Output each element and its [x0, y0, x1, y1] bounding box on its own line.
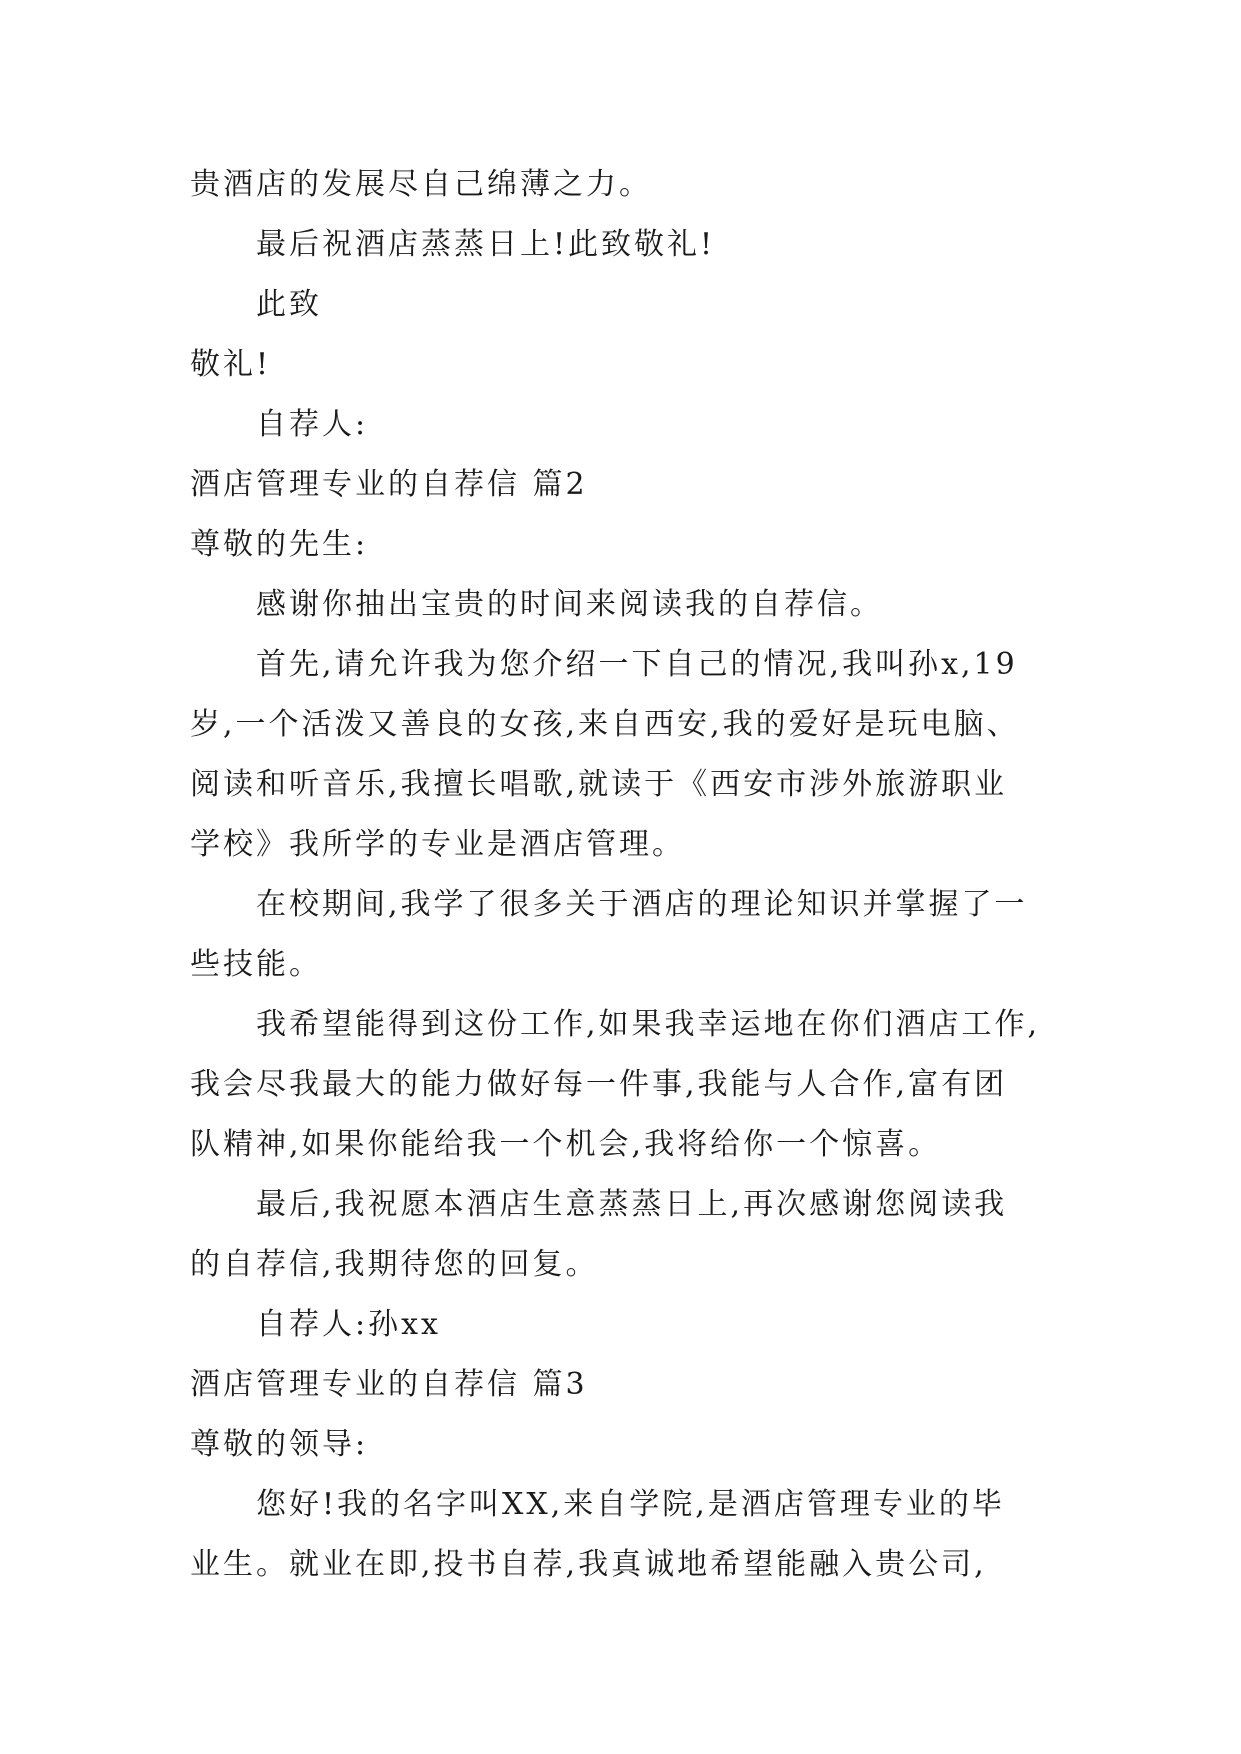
text-line: 最后祝酒店蒸蒸日上!此致敬礼!: [256, 227, 716, 262]
text-line: 业生。就业在即,投书自荐,我真诚地希望能融入贵公司,: [190, 1547, 987, 1582]
text-line: 岁,一个活泼又善良的女孩,来自西安,我的爱好是玩电脑、: [190, 707, 1020, 742]
text-line: 首先,请允许我为您介绍一下自己的情况,我叫孙x,19: [256, 647, 1018, 682]
text-line: 阅读和听音乐,我擅长唱歌,就读于《西安市涉外旅游职业: [190, 767, 1008, 802]
text-line: 贵酒店的发展尽自己绵薄之力。: [190, 167, 652, 202]
text-line: 您好!我的名字叫XX,来自学院,是酒店管理专业的毕: [256, 1487, 1005, 1522]
section-heading: 酒店管理专业的自荐信 篇3: [190, 1367, 588, 1402]
text-line: 感谢你抽出宝贵的时间来阅读我的自荐信。: [256, 587, 883, 622]
signature-line: 自荐人:孙xx: [256, 1307, 441, 1342]
text-line: 些技能。: [190, 947, 322, 982]
salutation: 尊敬的先生:: [190, 527, 369, 562]
text-line: 敬礼!: [190, 347, 272, 382]
text-line: 在校期间,我学了很多关于酒店的理论知识并掌握了一: [256, 887, 1028, 922]
text-line: 我会尽我最大的能力做好每一件事,我能与人合作,富有团: [190, 1067, 1008, 1102]
text-line: 队精神,如果你能给我一个机会,我将给你一个惊喜。: [190, 1127, 942, 1162]
text-line: 此致: [256, 287, 322, 322]
text-line: 最后,我祝愿本酒店生意蒸蒸日上,再次感谢您阅读我: [256, 1187, 1008, 1222]
text-line: 自荐人:: [256, 407, 369, 442]
text-line: 的自荐信,我期待您的回复。: [190, 1247, 599, 1282]
text-line: 我希望能得到这份工作,如果我幸运地在你们酒店工作,: [256, 1007, 1041, 1042]
text-line: 学校》我所学的专业是酒店管理。: [190, 827, 685, 862]
salutation: 尊敬的领导:: [190, 1427, 369, 1462]
section-heading: 酒店管理专业的自荐信 篇2: [190, 467, 588, 502]
